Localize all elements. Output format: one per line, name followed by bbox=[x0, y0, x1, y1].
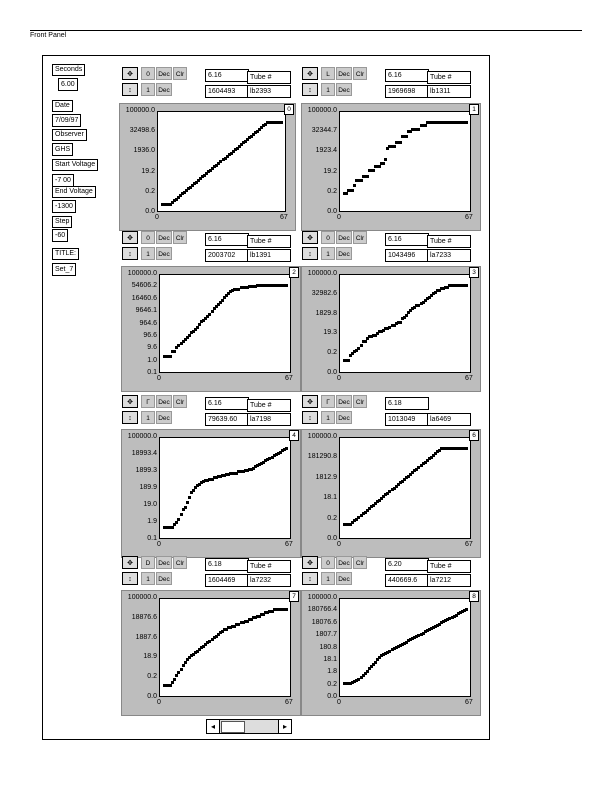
plot-1-data-point bbox=[417, 128, 420, 131]
cursor-tool-icon[interactable]: ✥ bbox=[122, 395, 138, 408]
plot-1-tube-label: Tube # bbox=[427, 71, 471, 84]
plot-1-y-tick: 100000.0 bbox=[307, 107, 337, 114]
plot-0-tube-label: Tube # bbox=[247, 71, 291, 84]
plot-3-data-point bbox=[399, 321, 402, 324]
plot-1-data-point bbox=[382, 162, 385, 165]
plot-8-y-tick: 0.0 bbox=[327, 693, 337, 700]
plot-1-y-tick: 0.2 bbox=[327, 187, 337, 195]
palette-dec2-button[interactable]: Dec bbox=[156, 411, 172, 424]
plot-2-tube-label: Tube # bbox=[247, 235, 291, 248]
plot-7-y-tick: 1887.6 bbox=[135, 633, 157, 641]
zoom-tool-icon[interactable]: ↕ bbox=[122, 411, 138, 424]
plot-6-tube-field[interactable]: la6469 bbox=[427, 413, 471, 426]
plot-2-y-tick: 964.6 bbox=[139, 319, 157, 327]
palette-clr-button[interactable]: Clr bbox=[173, 395, 187, 408]
palette-zero-button[interactable]: Γ bbox=[321, 395, 335, 408]
plot-1-counts-field[interactable]: 1969698 bbox=[385, 85, 429, 98]
plot-3-tube-field[interactable]: la7233 bbox=[427, 249, 471, 262]
plot-8-y-tick: 18076.6 bbox=[311, 618, 337, 626]
plot-8-y-tick: 0.2 bbox=[327, 680, 337, 688]
plot-7-data-point bbox=[184, 661, 187, 664]
plot-2-counts-field[interactable]: 2003702 bbox=[205, 249, 249, 262]
palette-clr-button[interactable]: Clr bbox=[353, 395, 367, 408]
plot-4-x-tick-end: 67 bbox=[285, 541, 293, 548]
plot-3-controls bbox=[302, 231, 388, 263]
plot-3-y-tick: 32982.6 bbox=[311, 289, 337, 297]
plot-0-y-tick: 19.2 bbox=[141, 167, 155, 175]
plot-4-data-point bbox=[184, 506, 187, 509]
plot-4-data-point bbox=[285, 447, 288, 450]
plot-7-data-point bbox=[177, 671, 180, 674]
plot-3-data-point bbox=[405, 314, 408, 317]
plot-8-y-tick: 180766.4 bbox=[307, 606, 337, 614]
plot-4-index-badge: 4 bbox=[289, 430, 299, 441]
plot-2-controls bbox=[122, 231, 208, 263]
plot-8-tube-label: Tube # bbox=[427, 560, 471, 573]
plot-8-y-tick: 1.8 bbox=[327, 668, 337, 676]
palette-one-button[interactable]: 1 bbox=[141, 247, 155, 260]
plot-7-x-tick-start: 0 bbox=[157, 699, 161, 706]
plot-6-data-point bbox=[465, 447, 468, 450]
plot-0-data-point bbox=[280, 121, 283, 124]
palette-dec-button[interactable]: Dec bbox=[156, 231, 172, 244]
plot-4-data-point bbox=[188, 496, 191, 499]
plot-1-data-point bbox=[465, 121, 468, 124]
plot-2-y-tick: 1.0 bbox=[147, 356, 157, 364]
plot-4-tube-field[interactable]: la7198 bbox=[247, 413, 291, 426]
plot-2-time-field[interactable]: 6.16 bbox=[205, 233, 249, 246]
plot-6-counts-field[interactable]: 1013049 bbox=[385, 413, 429, 426]
plot-3-x-tick-end: 67 bbox=[465, 375, 473, 382]
palette-clr-button[interactable]: Clr bbox=[173, 231, 187, 244]
plot-4-y-tick: 1.9 bbox=[147, 518, 157, 525]
date-label: Date bbox=[52, 100, 73, 112]
step-label: Step bbox=[52, 216, 72, 228]
zoom-tool-icon[interactable]: ↕ bbox=[122, 247, 138, 260]
plot-3-x-tick-start: 0 bbox=[337, 375, 341, 382]
plot-8-tube-field[interactable]: la7212 bbox=[427, 574, 471, 587]
plot-6-y-tick: 0.0 bbox=[327, 535, 337, 542]
plot-1-data-point bbox=[345, 192, 348, 195]
palette-dec-button[interactable]: Dec bbox=[156, 556, 172, 569]
plot-3-data-point bbox=[465, 284, 468, 287]
header-rule bbox=[30, 30, 582, 31]
plot-1-data-point bbox=[360, 179, 363, 182]
scroll-thumb[interactable] bbox=[221, 721, 245, 733]
plot-8-y-tick: 1807.7 bbox=[315, 631, 337, 639]
horizontal-scrollbar[interactable] bbox=[206, 719, 292, 734]
plot-2-y-tick: 0.1 bbox=[147, 369, 157, 376]
plot-0-y-tick: 0.2 bbox=[145, 187, 155, 195]
plot-3-y-tick: 0.2 bbox=[327, 349, 337, 357]
plot-0-tube-field[interactable]: lb2393 bbox=[247, 85, 291, 98]
plot-1-y-tick: 19.2 bbox=[323, 167, 337, 175]
plot-7-tube-label: Tube # bbox=[247, 560, 291, 573]
palette-dec-button[interactable]: Dec bbox=[336, 231, 352, 244]
page-title: Front Panel bbox=[30, 32, 67, 39]
plot-1-data-point bbox=[366, 175, 369, 178]
plot-0-x-tick-end: 67 bbox=[280, 214, 288, 221]
palette-dec2-button[interactable]: Dec bbox=[336, 572, 352, 585]
plot-1-y-tick: 1923.4 bbox=[315, 147, 337, 155]
plot-2-index-badge: 2 bbox=[289, 267, 299, 278]
plot-2-data-point bbox=[211, 310, 214, 313]
plot-2-area[interactable] bbox=[159, 274, 291, 373]
plot-7-time-field[interactable]: 6.18 bbox=[205, 558, 249, 571]
palette-clr-button[interactable]: Clr bbox=[353, 556, 367, 569]
plot-2-tube-field[interactable]: lb1391 bbox=[247, 249, 291, 262]
plot-1-y-tick: 32344.7 bbox=[311, 127, 337, 135]
plot-8-time-field[interactable]: 6.20 bbox=[385, 558, 429, 571]
plot-2-y-tick: 16460.6 bbox=[131, 294, 157, 302]
plot-8-x-tick-end: 67 bbox=[465, 699, 473, 706]
palette-zero-button[interactable]: L bbox=[321, 67, 335, 80]
plot-4-y-tick: 0.1 bbox=[147, 535, 157, 542]
plot-1-data-point bbox=[424, 124, 427, 127]
plot-1-time-field[interactable]: 6.16 bbox=[385, 69, 429, 82]
palette-one-button[interactable]: 1 bbox=[321, 247, 335, 260]
title-label: TITLE: bbox=[52, 248, 79, 260]
plot-2-data-point bbox=[208, 313, 211, 316]
palette-dec-button[interactable]: Dec bbox=[336, 395, 352, 408]
plot-4-y-tick: 100000.0 bbox=[127, 433, 157, 440]
zoom-tool-icon[interactable]: ↕ bbox=[122, 572, 138, 585]
seconds-label: Seconds bbox=[52, 64, 85, 76]
plot-4-data-point bbox=[186, 501, 189, 504]
palette-dec2-button[interactable]: Dec bbox=[156, 247, 172, 260]
plot-3-area[interactable] bbox=[339, 274, 471, 373]
plot-3-data-point bbox=[357, 347, 360, 350]
plot-3-data-point bbox=[360, 344, 363, 347]
plot-6-index-badge: 6 bbox=[469, 430, 479, 441]
plot-8-x-tick-start: 0 bbox=[337, 699, 341, 706]
palette-zero-button[interactable]: 0 bbox=[321, 231, 335, 244]
plot-7-data-point bbox=[169, 684, 172, 687]
plot-3-data-point bbox=[364, 340, 367, 343]
plot-6-area[interactable] bbox=[339, 437, 471, 539]
observer-field[interactable]: GHS bbox=[52, 143, 73, 156]
plot-2-x-tick-end: 67 bbox=[285, 375, 293, 382]
palette-clr-button[interactable]: Clr bbox=[353, 67, 367, 80]
palette-zero-button[interactable]: 0 bbox=[141, 67, 155, 80]
palette-one-button[interactable]: 1 bbox=[321, 83, 335, 96]
palette-dec2-button[interactable]: Dec bbox=[156, 572, 172, 585]
plot-6-controls bbox=[302, 395, 388, 427]
plot-6-y-tick: 0.2 bbox=[327, 514, 337, 522]
plot-7-y-tick: 0.0 bbox=[147, 693, 157, 700]
plot-4-tube-label: Tube # bbox=[247, 399, 291, 412]
plot-3-counts-field[interactable]: 1043496 bbox=[385, 249, 429, 262]
plot-7-data-point bbox=[173, 678, 176, 681]
cursor-tool-icon[interactable]: ✥ bbox=[302, 556, 318, 569]
plot-6-y-tick: 18.1 bbox=[323, 494, 337, 502]
plot-2-y-tick: 9.6 bbox=[147, 344, 157, 352]
palette-zero-button[interactable]: 0 bbox=[321, 556, 335, 569]
palette-zero-button[interactable]: 0 bbox=[141, 231, 155, 244]
plot-8-counts-field[interactable]: 440669.6 bbox=[385, 574, 429, 587]
plot-8-data-point bbox=[465, 608, 468, 611]
plot-4-x-tick-start: 0 bbox=[157, 541, 161, 548]
zoom-tool-icon[interactable]: ↕ bbox=[302, 83, 318, 96]
plot-4-y-tick: 19.0 bbox=[143, 501, 157, 508]
plot-2-data-point bbox=[188, 334, 191, 337]
plot-8-y-tick: 100000.0 bbox=[307, 594, 337, 601]
palette-dec-button[interactable]: Dec bbox=[336, 556, 352, 569]
plot-4-controls bbox=[122, 395, 208, 427]
plot-8-index-badge: 8 bbox=[469, 591, 479, 602]
plot-4-y-tick: 18993.4 bbox=[131, 450, 157, 457]
plot-7-y-tick: 0.2 bbox=[147, 673, 157, 681]
plot-0-controls bbox=[122, 67, 208, 99]
plot-2-y-tick: 96.6 bbox=[143, 331, 157, 339]
plot-6-y-tick: 1812.9 bbox=[315, 473, 337, 481]
plot-1-x-tick-end: 67 bbox=[465, 214, 473, 221]
plot-7-data-point bbox=[285, 608, 288, 611]
plot-1-data-point bbox=[393, 145, 396, 148]
plot-0-y-tick: 1936.0 bbox=[133, 147, 155, 155]
plot-3-y-tick: 0.0 bbox=[327, 369, 337, 376]
plot-7-counts-field[interactable]: 1604469 bbox=[205, 574, 249, 587]
plot-0-counts-field[interactable]: 1604493 bbox=[205, 85, 249, 98]
plot-7-index-badge: 7 bbox=[289, 591, 299, 602]
palette-dec-button[interactable]: Dec bbox=[156, 395, 172, 408]
cursor-tool-icon[interactable]: ✥ bbox=[122, 67, 138, 80]
plot-1-data-point bbox=[405, 135, 408, 138]
plot-7-area[interactable] bbox=[159, 598, 291, 697]
plot-8-y-tick: 180.8 bbox=[319, 643, 337, 651]
plot-7-data-point bbox=[180, 668, 183, 671]
plot-4-counts-field[interactable]: 79639.60 bbox=[205, 413, 249, 426]
plot-8-controls bbox=[302, 556, 388, 588]
palette-dec2-button[interactable]: Dec bbox=[336, 411, 352, 424]
plot-1-data-point bbox=[399, 141, 402, 144]
plot-6-x-tick-start: 0 bbox=[337, 541, 341, 548]
plot-7-x-tick-end: 67 bbox=[285, 699, 293, 706]
plot-8-area[interactable] bbox=[339, 598, 471, 697]
plot-2-data-point bbox=[285, 284, 288, 287]
end-voltage-field[interactable]: -1300 bbox=[52, 200, 76, 213]
zoom-tool-icon[interactable]: ↕ bbox=[302, 247, 318, 260]
plot-4-data-point bbox=[177, 518, 180, 521]
plot-1-x-tick-start: 0 bbox=[337, 214, 341, 221]
plot-8-y-tick: 18.1 bbox=[323, 655, 337, 663]
plot-1-data-point bbox=[384, 158, 387, 161]
step-field[interactable]: -60 bbox=[52, 229, 68, 242]
palette-zero-button[interactable]: D bbox=[141, 556, 155, 569]
plot-0-index-badge: 0 bbox=[284, 104, 294, 115]
plot-2-data-point bbox=[169, 355, 172, 358]
seconds-field[interactable]: 6.00 bbox=[58, 78, 78, 91]
plot-7-y-tick: 18876.6 bbox=[131, 613, 157, 621]
plot-4-time-field[interactable]: 6.16 bbox=[205, 397, 249, 410]
plot-1-data-point bbox=[351, 189, 354, 192]
plot-2-y-tick: 9646.1 bbox=[135, 307, 157, 315]
plot-4-data-point bbox=[180, 513, 183, 516]
plot-2-data-point bbox=[173, 350, 176, 353]
plot-3-y-tick: 19.3 bbox=[323, 329, 337, 337]
palette-dec-button[interactable]: Dec bbox=[336, 67, 352, 80]
plot-1-data-point bbox=[378, 165, 381, 168]
start-voltage-field[interactable]: -7 00 bbox=[52, 174, 74, 187]
palette-clr-button[interactable]: Clr bbox=[353, 231, 367, 244]
plot-0-y-tick: 0.0 bbox=[145, 208, 155, 215]
palette-clr-button[interactable]: Clr bbox=[173, 556, 187, 569]
observer-label: Observer bbox=[52, 129, 87, 141]
plot-3-data-point bbox=[347, 359, 350, 362]
plot-2-y-tick: 100000.0 bbox=[127, 270, 157, 277]
plot-7-data-point bbox=[175, 674, 178, 677]
plot-4-y-tick: 189.9 bbox=[139, 484, 157, 491]
palette-clr-button[interactable]: Clr bbox=[173, 67, 187, 80]
start-voltage-label: Start Voltage bbox=[52, 159, 98, 171]
plot-7-data-point bbox=[171, 681, 174, 684]
cursor-tool-icon[interactable]: ✥ bbox=[302, 67, 318, 80]
plot-3-tube-label: Tube # bbox=[427, 235, 471, 248]
plot-0-time-field[interactable]: 6.16 bbox=[205, 69, 249, 82]
plot-7-controls bbox=[122, 556, 208, 588]
plot-4-y-tick: 1899.3 bbox=[135, 467, 157, 474]
plot-2-data-point bbox=[198, 323, 201, 326]
plot-2-y-tick: 54606.2 bbox=[131, 282, 157, 290]
zoom-tool-icon[interactable]: ↕ bbox=[302, 411, 318, 424]
scroll-left-icon[interactable]: ◂ bbox=[207, 720, 220, 733]
plot-0-y-tick: 32498.6 bbox=[129, 127, 155, 135]
plot-4-area[interactable] bbox=[159, 437, 291, 539]
plot-0-y-tick: 100000.0 bbox=[125, 107, 155, 114]
plot-7-tube-field[interactable]: la7232 bbox=[247, 574, 291, 587]
plot-1-data-point bbox=[353, 184, 356, 187]
palette-zero-button[interactable]: Γ bbox=[141, 395, 155, 408]
plot-0-x-tick-start: 0 bbox=[155, 214, 159, 221]
zoom-tool-icon[interactable]: ↕ bbox=[122, 83, 138, 96]
plot-6-time-field[interactable]: 6.18 bbox=[385, 397, 429, 410]
plot-1-data-point bbox=[372, 169, 375, 172]
plot-7-y-tick: 18.9 bbox=[143, 653, 157, 661]
plot-3-time-field[interactable]: 6.16 bbox=[385, 233, 429, 246]
plot-1-y-tick: 0.0 bbox=[327, 208, 337, 215]
plot-1-index-badge: 1 bbox=[469, 104, 479, 115]
palette-one-button[interactable]: 1 bbox=[141, 572, 155, 585]
palette-one-button[interactable]: 1 bbox=[321, 572, 335, 585]
cursor-tool-icon[interactable]: ✥ bbox=[302, 231, 318, 244]
plot-3-y-tick: 1829.8 bbox=[315, 309, 337, 317]
date-field[interactable]: 7/09/97 bbox=[52, 114, 81, 127]
palette-one-button[interactable]: 1 bbox=[141, 83, 155, 96]
plot-1-area[interactable] bbox=[339, 111, 471, 212]
plot-6-y-tick: 100000.0 bbox=[307, 433, 337, 440]
plot-3-y-tick: 100000.0 bbox=[307, 270, 337, 277]
plot-1-tube-field[interactable]: lb1311 bbox=[427, 85, 471, 98]
plot-6-x-tick-end: 67 bbox=[465, 541, 473, 548]
palette-dec2-button[interactable]: Dec bbox=[336, 247, 352, 260]
zoom-tool-icon[interactable]: ↕ bbox=[302, 572, 318, 585]
palette-dec2-button[interactable]: Dec bbox=[336, 83, 352, 96]
title-field[interactable]: Set_7 bbox=[52, 263, 76, 276]
plot-6-y-tick: 181290.8 bbox=[307, 453, 337, 461]
palette-dec2-button[interactable]: Dec bbox=[156, 83, 172, 96]
cursor-tool-icon[interactable]: ✥ bbox=[122, 231, 138, 244]
palette-one-button[interactable]: 1 bbox=[141, 411, 155, 424]
end-voltage-label: End Voltage bbox=[52, 186, 96, 198]
scroll-right-icon[interactable]: ▸ bbox=[278, 720, 291, 733]
palette-one-button[interactable]: 1 bbox=[321, 411, 335, 424]
plot-1-controls bbox=[302, 67, 388, 99]
plot-7-data-point bbox=[182, 664, 185, 667]
plot-2-x-tick-start: 0 bbox=[157, 375, 161, 382]
palette-dec-button[interactable]: Dec bbox=[156, 67, 172, 80]
cursor-tool-icon[interactable]: ✥ bbox=[122, 556, 138, 569]
plot-7-y-tick: 100000.0 bbox=[127, 594, 157, 601]
cursor-tool-icon[interactable]: ✥ bbox=[302, 395, 318, 408]
plot-3-index-badge: 3 bbox=[469, 267, 479, 278]
